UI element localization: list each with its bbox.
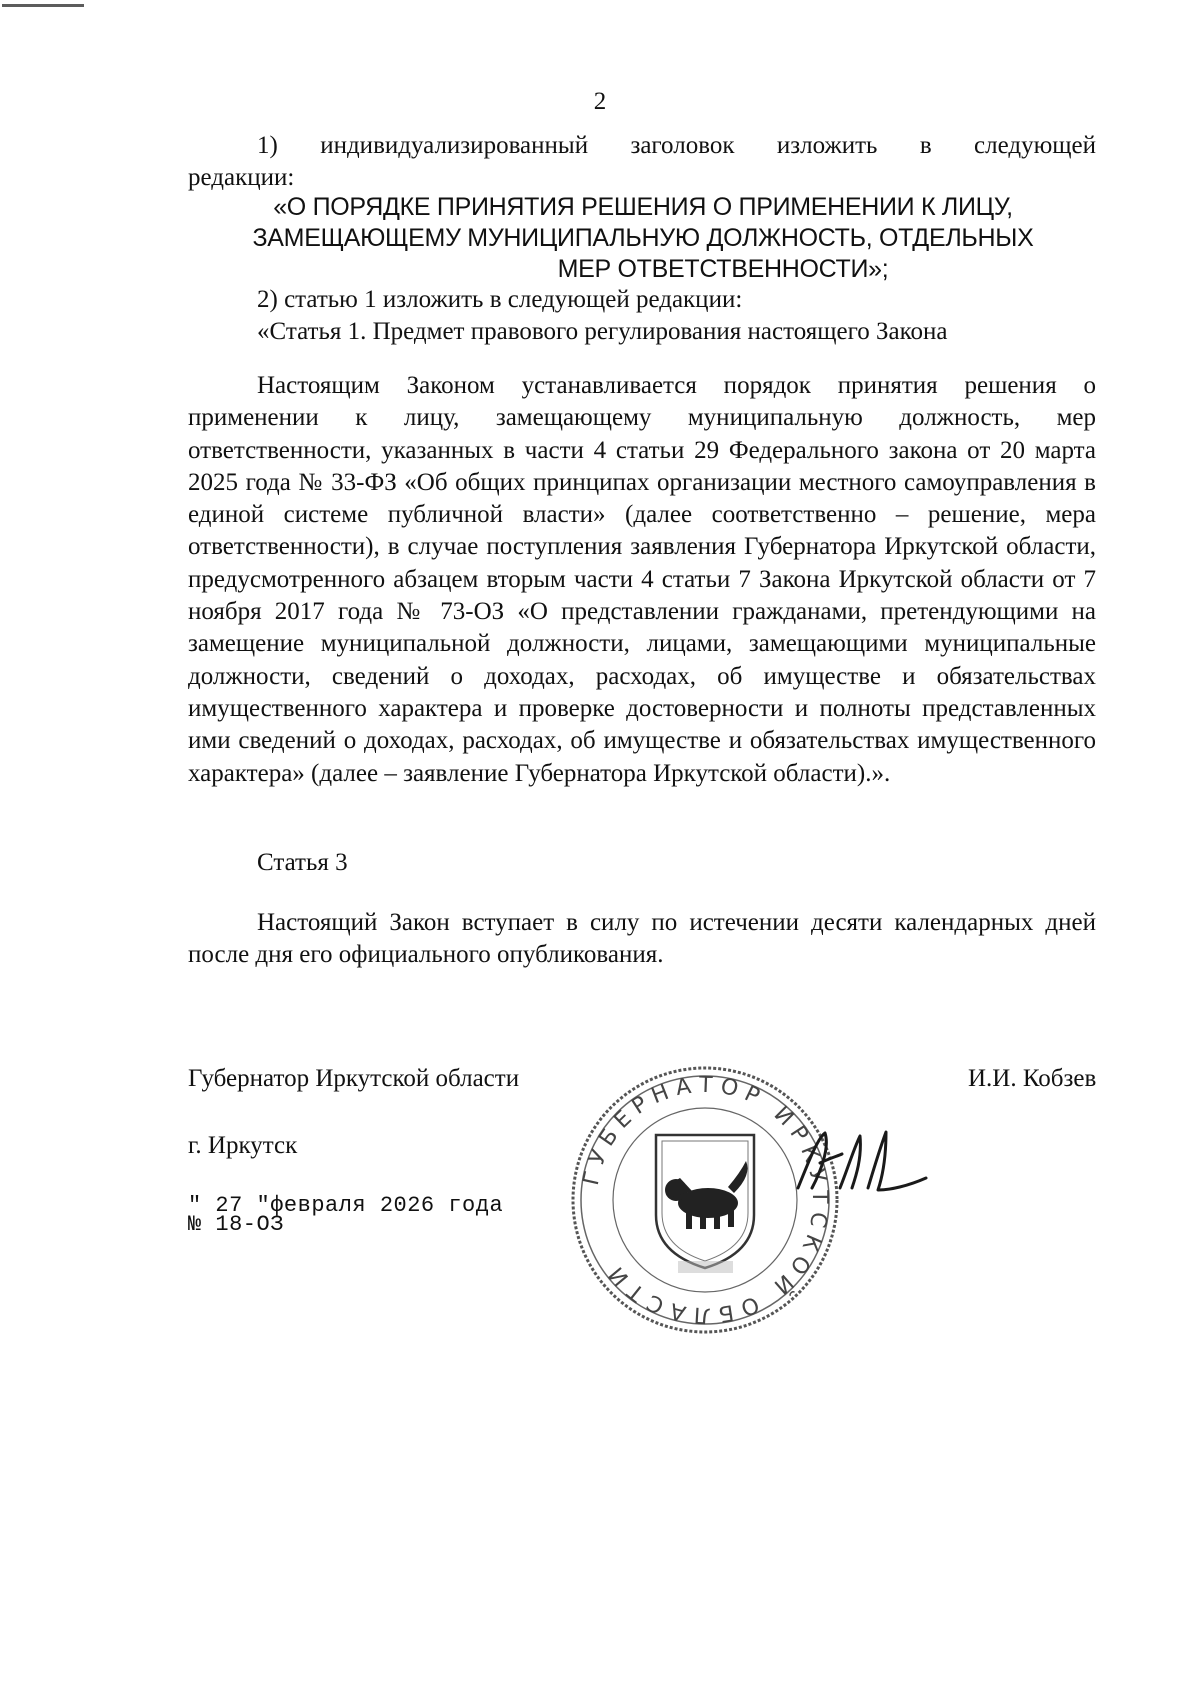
- item-2: 2) статью 1 изложить в следующей редакции:: [257, 286, 743, 313]
- article-1-text: Настоящим Законом устанавливается порядок принятия решения о применении к лицу, замещающему муниципальную должность, мер ответственности, указанных в части 4 статьи 29 Федерального закона от 20 марта 2025 года № 33-ФЗ «Об общих принципах организации местного самоуправления в единой системе публичной власти» (далее соответственно – решение, мера ответственности), в случае поступления заявления Губернатора Иркутской области, предусмотренного абзацем вторым части 4 статьи 7 Закона Иркутской области от 7 ноября 2017 года № 73-ОЗ «О представлении гражданами, претендующими на замещение муниципальной должности, лицами, замещающими муниципальные должности, сведений о доходах, расходах, об имуществе и обязательствах имущественного характера и проверке достоверности и полноты представленных ими сведений о доходах, расходах, об имуществе и обязательствах имущественного характера» (далее – заявление Губернатора Иркутской области).».: [188, 372, 1096, 787]
- handwritten-signature: [790, 1118, 930, 1208]
- article-1-heading: «Статья 1. Предмет правового регулирования настоящего Закона: [257, 318, 948, 345]
- seal-text: ГУБЕРНАТОР ИРКУТСКОЙ ОБЛАСТИ: [578, 1072, 833, 1328]
- item-1-block: [188, 130, 1096, 194]
- page-number: 2: [593, 88, 607, 115]
- item-1-line-2: редакции:: [188, 164, 295, 191]
- law-number: № 18-ОЗ: [188, 1212, 284, 1237]
- scan-edge-mark: [2, 4, 84, 7]
- item-1-line-1: 1) индивидуализированный заголовок изложить в следующей: [257, 132, 1096, 159]
- article-3-text: Настоящий Закон вступает в силу по истечении десяти календарных дней после дня его официального опубликования.: [188, 909, 1096, 968]
- new-title-block: [178, 192, 1108, 285]
- date-line: " 27 "февраля 2026 года: [188, 1193, 504, 1218]
- article-3-body: [188, 907, 1096, 971]
- article-3-heading: Статья 3: [257, 849, 348, 876]
- new-title: [178, 192, 1108, 285]
- title-line-2: ЗАМЕЩАЮЩЕМУ МУНИЦИПАЛЬНУЮ ДОЛЖНОСТЬ, ОТДЕЛЬНЫХ: [252, 224, 1034, 252]
- article-1-body: [188, 370, 1096, 790]
- title-line-1: «О ПОРЯДКЕ ПРИНЯТИЯ РЕШЕНИЯ О ПРИМЕНЕНИИ К ЛИЦУ,: [273, 193, 1013, 221]
- title-line-3: МЕР ОТВЕТСТВЕННОСТИ»;: [557, 255, 889, 283]
- governor-name: И.И. Кобзев: [968, 1065, 1097, 1092]
- babr-emblem-icon: [665, 1161, 748, 1229]
- item-2-block: [188, 284, 1096, 348]
- governor-position: Губернатор Иркутской области: [188, 1065, 520, 1092]
- city: г. Иркутск: [188, 1132, 298, 1159]
- article-3-block: [188, 847, 1096, 879]
